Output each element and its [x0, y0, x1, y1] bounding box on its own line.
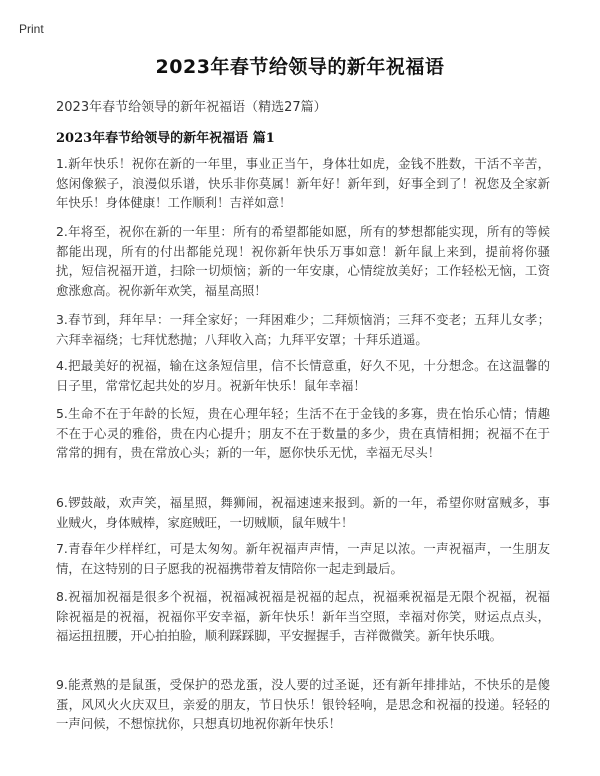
paragraph-2: 2.年将至，祝你在新的一年里：所有的希望都能如愿，所有的梦想都能实现，所有的等候都能出现，所有的付出都能兑现！祝你新年快乐万事如意！新年鼠上来到，提前将你骚扰，短信祝福开道，扫除一切烦恼；新的一年安康，心情绽放美好；工作轻松无恼，工资愈涨愈高。祝你新年欢笑，福星高照！ — [56, 224, 550, 298]
print-link[interactable]: Print — [19, 22, 44, 36]
paragraph-1: 1.新年快乐！祝你在新的一年里，事业正当午，身体壮如虎，金钱不胜数，干活不辛苦，悠闲像猴子，浪漫似乐谱，快乐非你莫属！新年好！新年到，好事全到了！祝您及全家新年快乐！身体健康！工作顺利！吉祥如意！ — [56, 156, 550, 210]
paragraph-4: 4.把最美好的祝福，输在这条短信里，信不长情意重，好久不见，十分想念。在这温馨的日子里，常常忆起共处的岁月。祝新年快乐！鼠年幸福！ — [56, 358, 550, 393]
paragraph-3: 3.春节到，拜年早：一拜全家好；一拜困难少；二拜烦恼消；三拜不变老；五拜儿女孝；六拜幸福绕；七拜忧愁抛；八拜收入高；九拜平安罩；十拜乐逍遥。 — [56, 312, 550, 347]
paragraph-6: 6.锣鼓敲，欢声笑，福星照，舞狮闹，祝福速速来报到。新的一年，希望你财富贼多，事业贼火，身体贼棒，家庭贼旺，一切贼顺，鼠年贼牛！ — [56, 495, 550, 530]
section-heading: 2023年春节给领导的新年祝福语 篇1 — [56, 131, 275, 146]
paragraph-9: 9.能煮熟的是鼠蛋，受保护的恐龙蛋，没人要的过圣诞，还有新年排排站，不快乐的是傻蛋，风风火火庆双旦，亲爱的朋友，节日快乐！银铃轻响，是思念和祝福的投递。轻轻的一声问候，不想惊扰你，只想真切地祝你新年快乐！ — [56, 677, 550, 731]
paragraph-5: 5.生命不在于年龄的长短，贵在心理年轻；生活不在于金钱的多寡，贵在怡乐心情；情趣不在于心灵的雅俗，贵在内心提升；朋友不在于数量的多少，贵在真情相拥；祝福不在于常常的拥有，贵在常放心头；新的一年，愿你快乐无忧，幸福无尽头！ — [56, 406, 550, 460]
paragraph-8: 8.祝福加祝福是很多个祝福，祝福减祝福是祝福的起点，祝福乘祝福是无限个祝福，祝福除祝福是的祝福，祝福你平安幸福，新年快乐！新年当空照，幸福对你笑，财运点点头，福运扭扭腰，开心拍拍脸，顺利踩踩脚，平安握握手，吉祥微微笑。新年快乐哦。 — [56, 589, 550, 643]
paragraph-7: 7.青春年少样样红，可是太匆匆。新年祝福声声情，一声足以浓。一声祝福声，一生朋友情，在这特别的日子愿我的祝福携带着友情陪你一起走到最后。 — [56, 541, 550, 576]
page-title: 2023年春节给领导的新年祝福语 — [155, 56, 445, 78]
document-subtitle: 2023年春节给领导的新年祝福语（精选27篇） — [56, 100, 327, 115]
